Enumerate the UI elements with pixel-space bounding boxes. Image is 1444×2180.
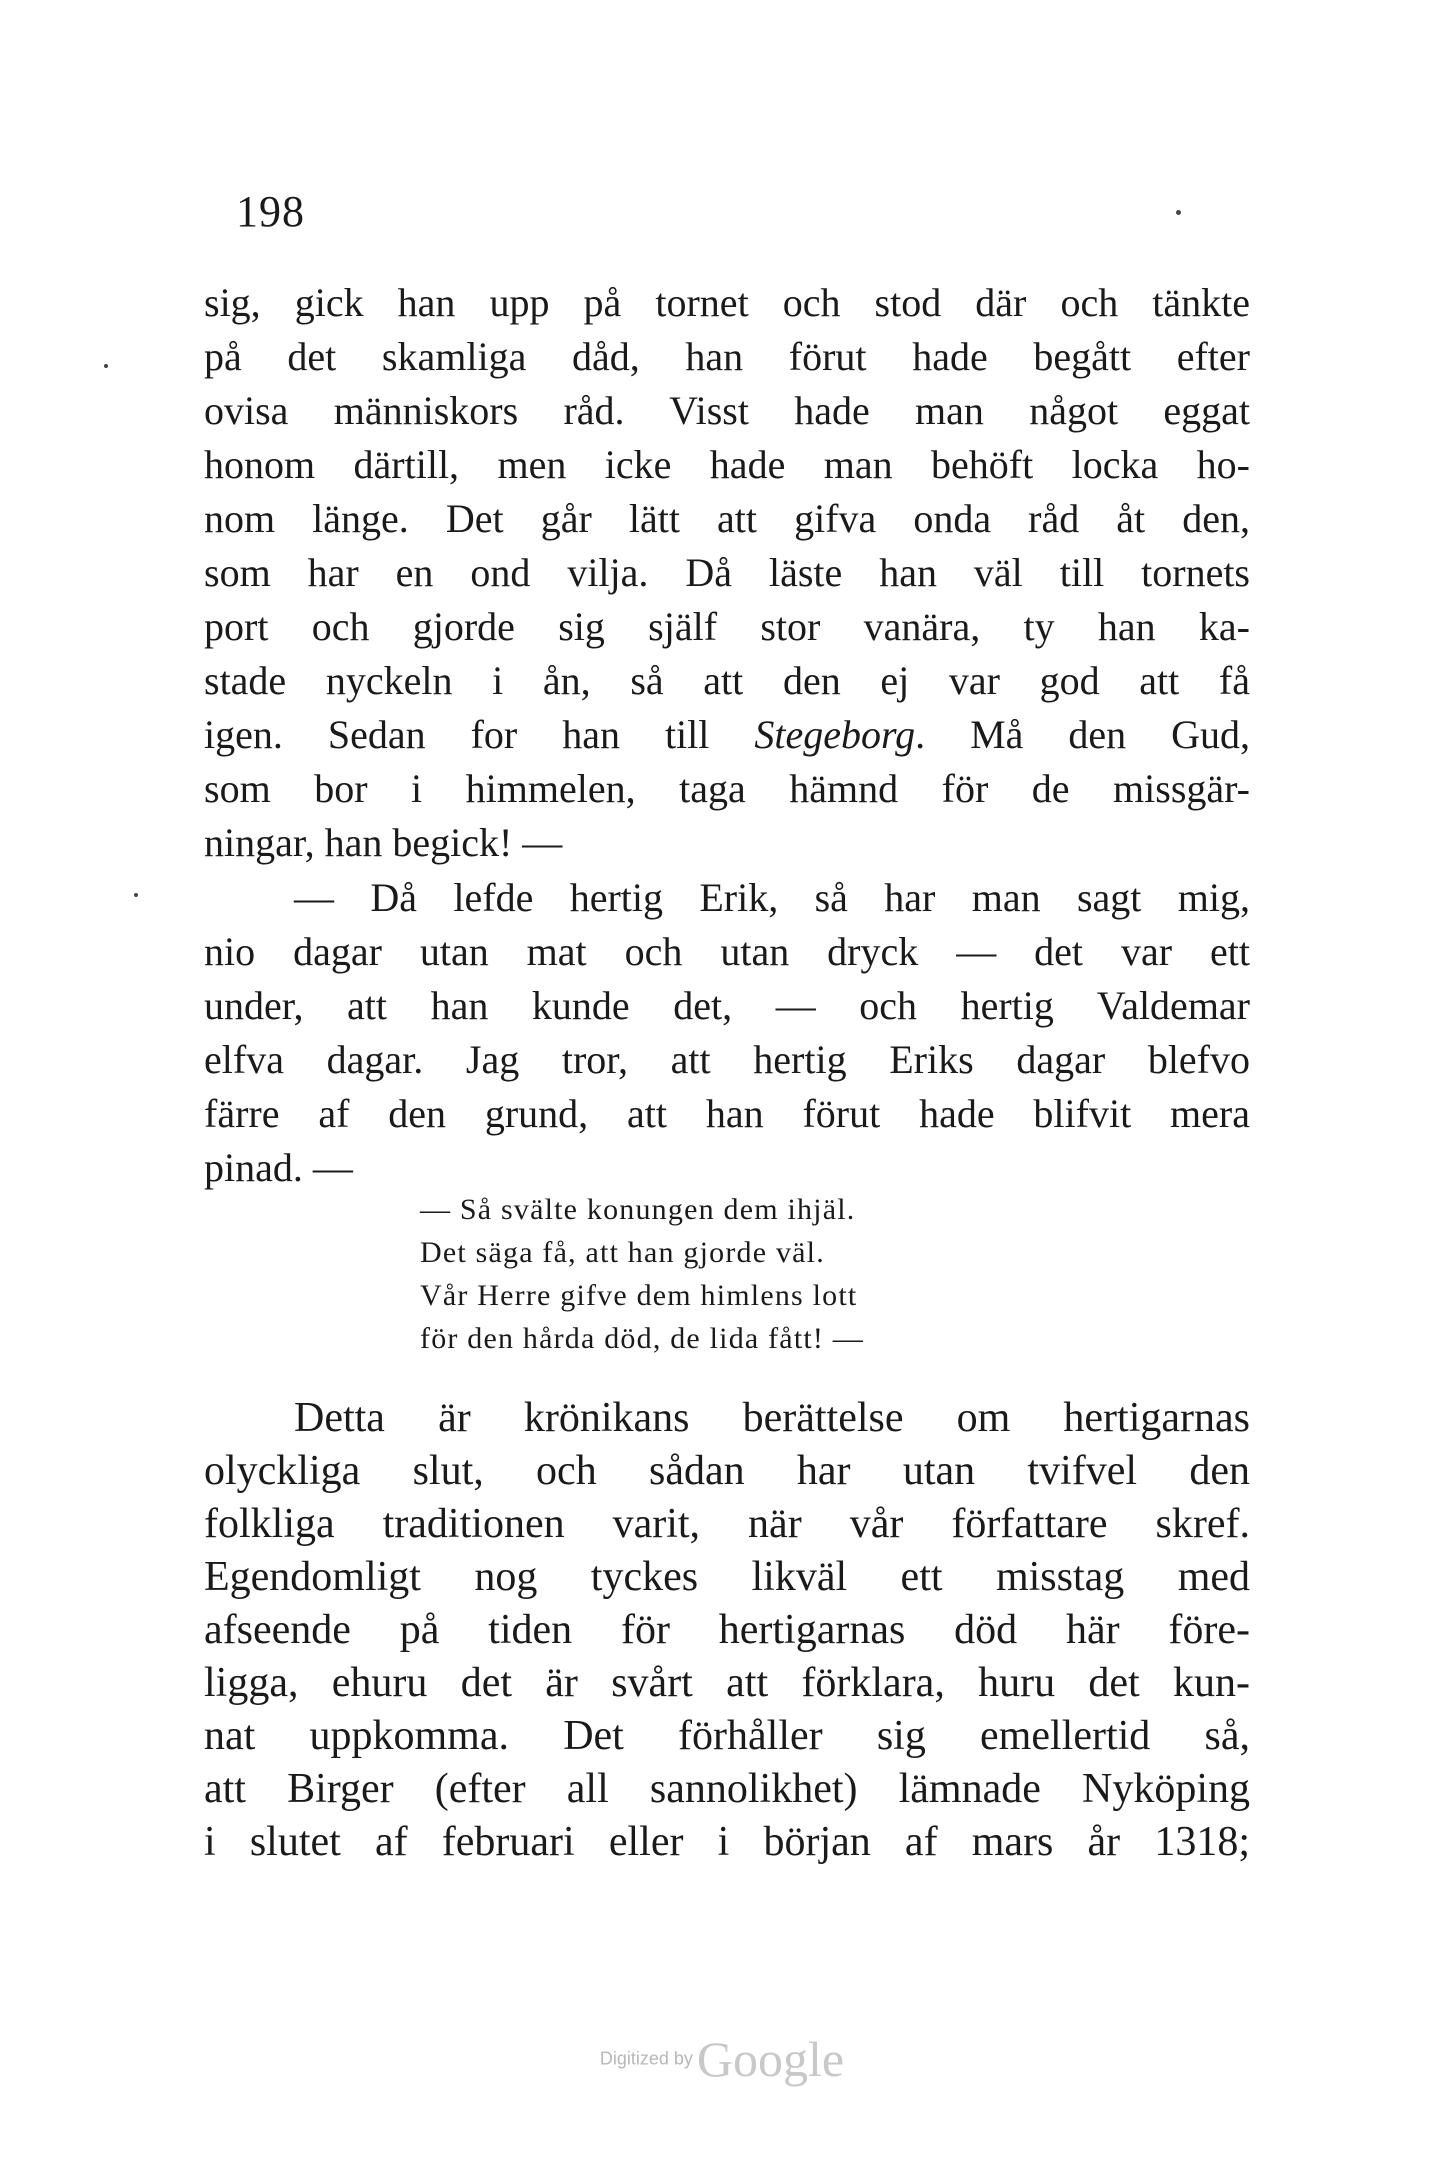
paragraph-1 (204, 276, 1250, 870)
text-line: nom länge. Det går lätt att gifva onda råd åt den, (204, 496, 1250, 541)
verse-line: Vår Herre gifve dem himlens lott (420, 1279, 858, 1312)
digitization-watermark (0, 2030, 1444, 2088)
paragraph-2 (204, 871, 1250, 1195)
text-line: honom därtill, men icke hade man behöft locka ho- (204, 442, 1250, 487)
watermark-brand: Google (696, 2031, 845, 2087)
verse-line: Det säga få, att han gjorde väl. (420, 1236, 825, 1269)
text-segment: igen. Sedan for han till (204, 712, 755, 757)
text-line: nat uppkomma. Det förhåller sig emellertid så, (204, 1713, 1250, 1759)
text-line-with-italic (204, 708, 1250, 762)
text-line: ovisa människors råd. Visst hade man något eggat (204, 388, 1250, 433)
text-line: att Birger (efter all sannolikhet) lämnade Nyköping (204, 1766, 1250, 1812)
text-line: ningar, han begick! — (204, 820, 563, 865)
text-line: under, att han kunde det, — och hertig Valdemar (204, 983, 1250, 1028)
text-line: som har en ond vilja. Då läste han väl till tornets (204, 550, 1250, 595)
verse-block (420, 1188, 1040, 1360)
ink-speck (1176, 210, 1181, 215)
text-line: port och gjorde sig själf stor vanära, ty han ka- (204, 604, 1250, 649)
text-line: stade nyckeln i ån, så att den ej var god att få (204, 658, 1250, 703)
text-line: — Då lefde hertig Erik, så har man sagt mig, (294, 875, 1250, 920)
text-line: elfva dagar. Jag tror, att hertig Eriks dagar blefvo (204, 1037, 1250, 1082)
watermark-prefix: Digitized by (599, 2048, 693, 2069)
ink-speck (134, 893, 138, 897)
text-line: på det skamliga dåd, han förut hade begått efter (204, 334, 1250, 379)
verse-line: — Så svälte konungen dem ihjäl. (420, 1193, 856, 1226)
text-line: olyckliga slut, och sådan har utan tvifvel den (204, 1448, 1250, 1494)
page-number: 198 (236, 187, 305, 236)
text-line: folkliga traditionen varit, när vår författare skref. (204, 1501, 1250, 1547)
text-line: färre af den grund, att han förut hade blifvit mera (204, 1091, 1250, 1136)
text-line: Egendomligt nog tyckes likväl ett misstag med (204, 1554, 1250, 1600)
verse-line: för den hårda död, de lida fått! — (420, 1322, 864, 1355)
text-line: pinad. — (204, 1145, 353, 1190)
text-line: sig, gick han upp på tornet och stod där och tänkte (204, 280, 1250, 325)
text-line: som bor i himmelen, taga hämnd för de missgär- (204, 766, 1250, 811)
ink-speck (104, 364, 108, 368)
text-line: Detta är krönikans berättelse om hertigarnas (294, 1395, 1250, 1441)
place-name-stegeborg: Stegeborg (754, 712, 916, 757)
text-line: afseende på tiden för hertigarnas död här före- (204, 1607, 1250, 1653)
text-line: nio dagar utan mat och utan dryck — det var ett (204, 929, 1250, 974)
text-line: ligga, ehuru det är svårt att förklara, huru det kun- (204, 1660, 1250, 1706)
text-segment: . Må den Gud, (915, 712, 1251, 757)
paragraph-3 (204, 1392, 1250, 1869)
text-line: i slutet af februari eller i början af mars år 1318; (204, 1819, 1250, 1865)
